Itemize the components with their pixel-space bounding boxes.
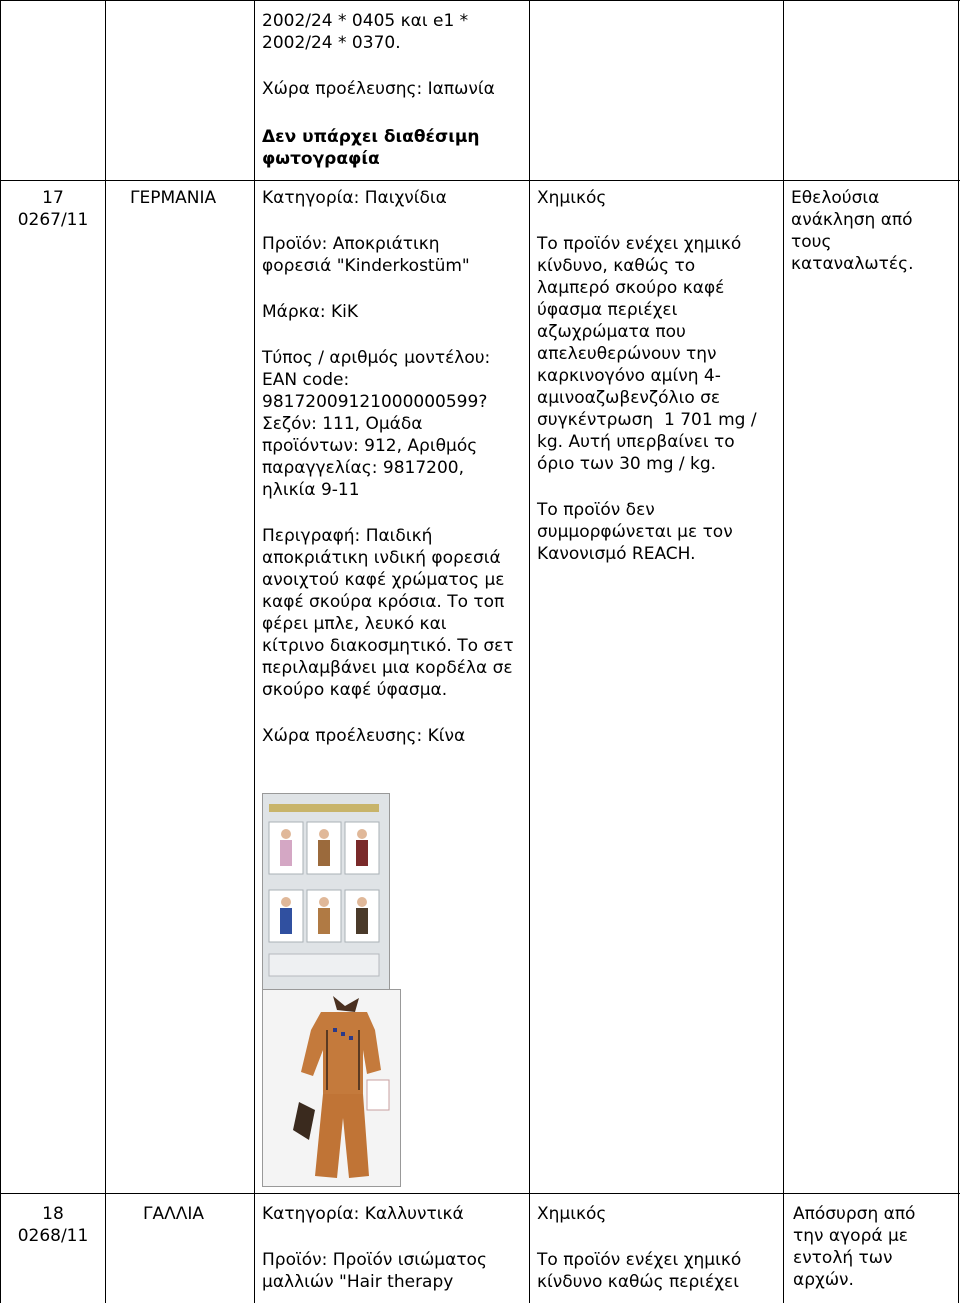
product-description: αποκριάτικη ινδική φορεσιά	[262, 548, 501, 568]
row18-risk-cell	[537, 1203, 781, 1293]
product-packaging-photo	[262, 793, 390, 991]
compliance-note: Το προϊόν δεν	[537, 500, 655, 520]
product-model: παραγγελίας: 9817200,	[262, 458, 464, 478]
measures-taken: την αγορά με	[793, 1226, 908, 1246]
entry-number: 18	[42, 1204, 64, 1224]
risk-description: Το προϊόν ενέχει χημικό	[537, 1250, 742, 1270]
risk-description: λαμπερό σκούρο καφέ	[537, 278, 725, 298]
product-model: προϊόντων: 912, Αριθμός	[262, 436, 478, 456]
row18-country-cell	[143, 1203, 253, 1225]
table-top-border	[0, 0, 960, 1]
product-name: φορεσιά "Kinderkostüm"	[262, 256, 470, 276]
row18-details-cell	[262, 1203, 524, 1293]
product-model: Σεζόν: 111, Ομάδα	[262, 414, 423, 434]
risk-description: απελευθερώνουν την	[537, 344, 717, 364]
reference-line: 2002/24 * 0405 και e1 *	[262, 11, 469, 31]
product-brand: Μάρκα: KiK	[262, 302, 359, 322]
top-row-details-cell	[262, 10, 524, 170]
row17-number-cell	[1, 187, 105, 231]
row18-number-cell	[1, 1203, 105, 1247]
measures-taken: αρχών.	[793, 1270, 854, 1290]
row17-details-cell	[262, 187, 524, 747]
column-divider-4	[783, 0, 784, 1303]
notifying-country: ΓΕΡΜΑΝΙΑ	[130, 188, 217, 208]
product-description: περιλαμβάνει μια κορδέλα σε	[262, 658, 513, 678]
measures-taken: Εθελούσια	[791, 188, 880, 208]
product-model: Τύπος / αριθμός μοντέλου:	[262, 348, 491, 368]
product-name: Προϊόν: Προϊόν ισιώματος	[262, 1250, 487, 1270]
compliance-note: συμμορφώνεται με τον	[537, 522, 733, 542]
risk-type: Χημικός	[537, 1204, 607, 1224]
measures-taken: Απόσυρση από	[793, 1204, 916, 1224]
column-divider-3	[529, 0, 530, 1303]
product-description: σκούρο καφέ ύφασμα.	[262, 680, 448, 700]
risk-description: ύφασμα περιέχει	[537, 300, 678, 320]
product-category: Κατηγορία: Καλλυντικά	[262, 1204, 464, 1224]
product-costume-photo	[262, 989, 401, 1187]
measures-taken: τους	[791, 232, 832, 252]
row-divider-18	[0, 1193, 960, 1194]
product-description: Περιγραφή: Παιδική	[262, 526, 433, 546]
row17-measures-cell	[791, 187, 956, 275]
row-divider-17	[0, 180, 960, 181]
country-of-origin: Χώρα προέλευσης: Κίνα	[262, 726, 466, 746]
product-name: Προϊόν: Αποκριάτικη	[262, 234, 440, 254]
reference-line: 2002/24 * 0370.	[262, 33, 401, 53]
entry-code: 0267/11	[17, 210, 89, 230]
product-description: φέρει μπλε, λευκό και	[262, 614, 447, 634]
compliance-note: Κανονισμό REACH.	[537, 544, 696, 564]
entry-number: 17	[42, 188, 64, 208]
risk-type: Χημικός	[537, 188, 607, 208]
column-divider-2	[254, 0, 255, 1303]
measures-taken: καταναλωτές.	[791, 254, 914, 274]
risk-description: συγκέντρωση 1 701 mg /	[537, 410, 757, 430]
product-name: μαλλιών "Hair therapy	[262, 1272, 454, 1292]
risk-description: όριο των 30 mg / kg.	[537, 454, 717, 474]
risk-description: κίνδυνο, καθώς το	[537, 256, 696, 276]
column-divider-1	[105, 0, 106, 1303]
product-description: καφέ σκούρα κρόσια. Το τοπ	[262, 592, 505, 612]
measures-taken: εντολή των	[793, 1248, 893, 1268]
product-model: 9817200912100000059​9?	[262, 392, 488, 412]
risk-description: καρκινογόνο αμίνη 4-	[537, 366, 721, 386]
product-model: ηλικία 9-11	[262, 480, 360, 500]
no-photo-notice: Δεν υπάρχει διαθέσιμη	[262, 127, 480, 147]
row18-measures-cell	[793, 1203, 956, 1291]
row17-country-cell	[130, 187, 254, 209]
product-description: κίτρινο διακοσμητικό. Το σετ	[262, 636, 514, 656]
product-description: ανοιχτού καφέ χρώματος με	[262, 570, 505, 590]
table-right-border	[958, 0, 959, 1303]
risk-description: αμινοαζωβενζόλιο σε	[537, 388, 721, 408]
risk-description: αζωχρώματα που	[537, 322, 686, 342]
measures-taken: ανάκληση από	[791, 210, 913, 230]
entry-code: 0268/11	[17, 1226, 89, 1246]
no-photo-notice: φωτογραφία	[262, 149, 380, 169]
product-category: Κατηγορία: Παιχνίδια	[262, 188, 447, 208]
product-model: EAN code:	[262, 370, 350, 390]
notifying-country: ΓΑΛΛΙΑ	[143, 1204, 205, 1224]
risk-description: kg. Αυτή υπερβαίνει το	[537, 432, 735, 452]
risk-description: Το προϊόν ενέχει χημικό	[537, 234, 742, 254]
risk-description: κίνδυνο καθώς περιέχει	[537, 1272, 739, 1292]
row17-risk-cell	[537, 187, 781, 565]
country-of-origin: Χώρα προέλευσης: Ιαπωνία	[262, 79, 495, 99]
